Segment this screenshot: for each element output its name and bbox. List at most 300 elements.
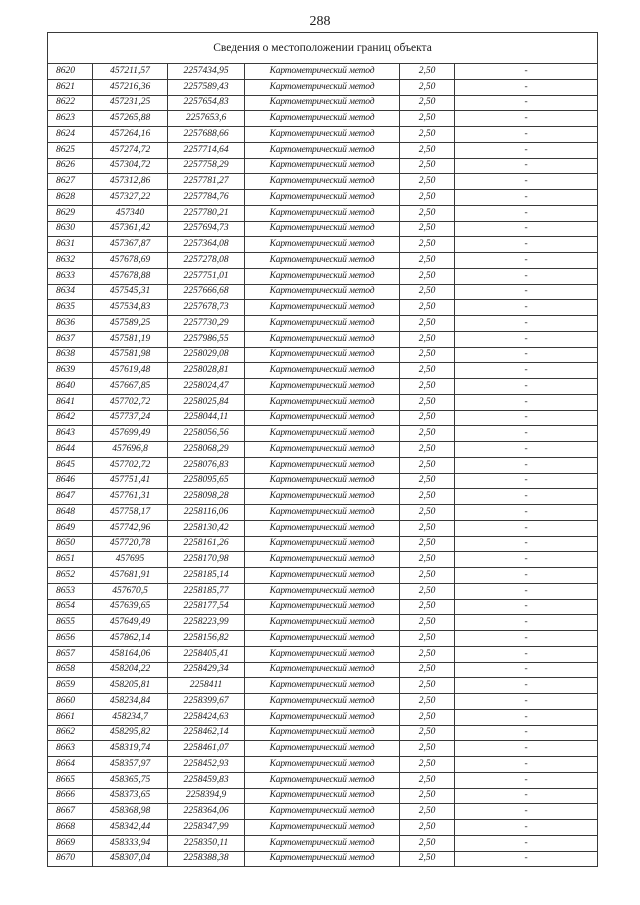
y-coordinate-cell: 2258459,83 [168, 772, 245, 788]
y-coordinate-cell: 2258223,99 [168, 615, 245, 631]
point-number-cell: 8648 [48, 505, 93, 521]
description-cell: - [455, 709, 598, 725]
description-cell: - [455, 347, 598, 363]
point-number-cell: 8660 [48, 694, 93, 710]
table-row [48, 662, 598, 678]
table-row [48, 300, 598, 316]
method-cell: Картометрический метод [245, 678, 400, 694]
description-cell: - [455, 615, 598, 631]
method-cell: Картометрический метод [245, 804, 400, 820]
method-cell: Картометрический метод [245, 568, 400, 584]
description-cell: - [455, 300, 598, 316]
table-row [48, 820, 598, 836]
point-number-cell: 8669 [48, 835, 93, 851]
y-coordinate-cell: 2258462,14 [168, 725, 245, 741]
method-cell: Картометрический метод [245, 205, 400, 221]
description-cell: - [455, 694, 598, 710]
x-coordinate-cell: 457361,42 [93, 221, 168, 237]
x-coordinate-cell: 457545,31 [93, 284, 168, 300]
accuracy-cell: 2,50 [400, 347, 455, 363]
description-cell: - [455, 158, 598, 174]
method-cell: Картометрический метод [245, 268, 400, 284]
method-cell: Картометрический метод [245, 127, 400, 143]
x-coordinate-cell: 458319,74 [93, 741, 168, 757]
point-number-cell: 8664 [48, 757, 93, 773]
x-coordinate-cell: 457702,72 [93, 457, 168, 473]
method-cell: Картометрический метод [245, 552, 400, 568]
method-cell: Картометрический метод [245, 725, 400, 741]
y-coordinate-cell: 2258029,08 [168, 347, 245, 363]
accuracy-cell: 2,50 [400, 851, 455, 867]
accuracy-cell: 2,50 [400, 237, 455, 253]
boundary-coordinates-table [47, 32, 598, 867]
accuracy-cell: 2,50 [400, 820, 455, 836]
point-number-cell: 8661 [48, 709, 93, 725]
y-coordinate-cell: 2258347,99 [168, 820, 245, 836]
description-cell: - [455, 237, 598, 253]
table-row [48, 489, 598, 505]
method-cell: Картометрический метод [245, 174, 400, 190]
method-cell: Картометрический метод [245, 111, 400, 127]
accuracy-cell: 2,50 [400, 505, 455, 521]
accuracy-cell: 2,50 [400, 678, 455, 694]
y-coordinate-cell: 2258185,14 [168, 568, 245, 584]
x-coordinate-cell: 457216,36 [93, 79, 168, 95]
y-coordinate-cell: 2258024,47 [168, 379, 245, 395]
point-number-cell: 8654 [48, 599, 93, 615]
x-coordinate-cell: 457678,88 [93, 268, 168, 284]
y-coordinate-cell: 2258388,38 [168, 851, 245, 867]
method-cell: Картометрический метод [245, 489, 400, 505]
accuracy-cell: 2,50 [400, 426, 455, 442]
method-cell: Картометрический метод [245, 457, 400, 473]
x-coordinate-cell: 457751,41 [93, 473, 168, 489]
y-coordinate-cell: 2258399,67 [168, 694, 245, 710]
point-number-cell: 8641 [48, 394, 93, 410]
x-coordinate-cell: 458164,06 [93, 646, 168, 662]
table-row [48, 552, 598, 568]
method-cell: Картометрический метод [245, 536, 400, 552]
table-row [48, 394, 598, 410]
table-row [48, 410, 598, 426]
description-cell: - [455, 253, 598, 269]
y-coordinate-cell: 2258452,93 [168, 757, 245, 773]
y-coordinate-cell: 2257751,01 [168, 268, 245, 284]
accuracy-cell: 2,50 [400, 442, 455, 458]
description-cell: - [455, 79, 598, 95]
method-cell: Картометрический метод [245, 316, 400, 332]
table-row [48, 111, 598, 127]
point-number-cell: 8631 [48, 237, 93, 253]
point-number-cell: 8647 [48, 489, 93, 505]
description-cell: - [455, 473, 598, 489]
x-coordinate-cell: 457699,49 [93, 426, 168, 442]
table-row [48, 694, 598, 710]
point-number-cell: 8634 [48, 284, 93, 300]
point-number-cell: 8656 [48, 631, 93, 647]
table-row [48, 473, 598, 489]
point-number-cell: 8624 [48, 127, 93, 143]
point-number-cell: 8659 [48, 678, 93, 694]
x-coordinate-cell: 457264,16 [93, 127, 168, 143]
method-cell: Картометрический метод [245, 631, 400, 647]
y-coordinate-cell: 2258185,77 [168, 583, 245, 599]
point-number-cell: 8652 [48, 568, 93, 584]
table-row [48, 741, 598, 757]
accuracy-cell: 2,50 [400, 158, 455, 174]
description-cell: - [455, 835, 598, 851]
y-coordinate-cell: 2258044,11 [168, 410, 245, 426]
point-number-cell: 8644 [48, 442, 93, 458]
y-coordinate-cell: 2258429,34 [168, 662, 245, 678]
accuracy-cell: 2,50 [400, 772, 455, 788]
y-coordinate-cell: 2258364,06 [168, 804, 245, 820]
y-coordinate-cell: 2258405,41 [168, 646, 245, 662]
point-number-cell: 8651 [48, 552, 93, 568]
description-cell: - [455, 190, 598, 206]
point-number-cell: 8658 [48, 662, 93, 678]
accuracy-cell: 2,50 [400, 741, 455, 757]
y-coordinate-cell: 2257780,21 [168, 205, 245, 221]
description-cell: - [455, 851, 598, 867]
table-row [48, 190, 598, 206]
method-cell: Картометрический метод [245, 221, 400, 237]
description-cell: - [455, 331, 598, 347]
page-number: 288 [309, 14, 331, 29]
point-number-cell: 8636 [48, 316, 93, 332]
accuracy-cell: 2,50 [400, 379, 455, 395]
y-coordinate-cell: 2257364,08 [168, 237, 245, 253]
table-row [48, 757, 598, 773]
accuracy-cell: 2,50 [400, 725, 455, 741]
point-number-cell: 8621 [48, 79, 93, 95]
point-number-cell: 8643 [48, 426, 93, 442]
accuracy-cell: 2,50 [400, 363, 455, 379]
x-coordinate-cell: 458357,97 [93, 757, 168, 773]
method-cell: Картометрический метод [245, 300, 400, 316]
x-coordinate-cell: 458333,94 [93, 835, 168, 851]
method-cell: Картометрический метод [245, 142, 400, 158]
method-cell: Картометрический метод [245, 741, 400, 757]
y-coordinate-cell: 2258028,81 [168, 363, 245, 379]
table-row [48, 363, 598, 379]
accuracy-cell: 2,50 [400, 142, 455, 158]
x-coordinate-cell: 457589,25 [93, 316, 168, 332]
description-cell: - [455, 174, 598, 190]
description-cell: - [455, 631, 598, 647]
table-row [48, 678, 598, 694]
table-row [48, 205, 598, 221]
description-cell: - [455, 379, 598, 395]
accuracy-cell: 2,50 [400, 457, 455, 473]
table-row [48, 284, 598, 300]
x-coordinate-cell: 457340 [93, 205, 168, 221]
accuracy-cell: 2,50 [400, 221, 455, 237]
table-row [48, 316, 598, 332]
description-cell: - [455, 268, 598, 284]
accuracy-cell: 2,50 [400, 316, 455, 332]
table-row [48, 709, 598, 725]
description-cell: - [455, 568, 598, 584]
accuracy-cell: 2,50 [400, 694, 455, 710]
method-cell: Картометрический метод [245, 505, 400, 521]
x-coordinate-cell: 457231,25 [93, 95, 168, 111]
method-cell: Картометрический метод [245, 426, 400, 442]
method-cell: Картометрический метод [245, 520, 400, 536]
method-cell: Картометрический метод [245, 410, 400, 426]
x-coordinate-cell: 458342,44 [93, 820, 168, 836]
accuracy-cell: 2,50 [400, 599, 455, 615]
accuracy-cell: 2,50 [400, 331, 455, 347]
x-coordinate-cell: 457274,72 [93, 142, 168, 158]
table-row [48, 379, 598, 395]
y-coordinate-cell: 2257781,27 [168, 174, 245, 190]
x-coordinate-cell: 457534,83 [93, 300, 168, 316]
description-cell: - [455, 394, 598, 410]
description-cell: - [455, 741, 598, 757]
method-cell: Картометрический метод [245, 190, 400, 206]
point-number-cell: 8637 [48, 331, 93, 347]
description-cell: - [455, 142, 598, 158]
method-cell: Картометрический метод [245, 709, 400, 725]
table-row [48, 599, 598, 615]
x-coordinate-cell: 458307,04 [93, 851, 168, 867]
x-coordinate-cell: 458295,82 [93, 725, 168, 741]
point-number-cell: 8639 [48, 363, 93, 379]
point-number-cell: 8666 [48, 788, 93, 804]
description-cell: - [455, 804, 598, 820]
method-cell: Картометрический метод [245, 583, 400, 599]
method-cell: Картометрический метод [245, 158, 400, 174]
description-cell: - [455, 583, 598, 599]
y-coordinate-cell: 2257730,29 [168, 316, 245, 332]
x-coordinate-cell: 457702,72 [93, 394, 168, 410]
description-cell: - [455, 662, 598, 678]
method-cell: Картометрический метод [245, 331, 400, 347]
y-coordinate-cell: 2257654,83 [168, 95, 245, 111]
method-cell: Картометрический метод [245, 473, 400, 489]
point-number-cell: 8620 [48, 64, 93, 80]
point-number-cell: 8623 [48, 111, 93, 127]
point-number-cell: 8629 [48, 205, 93, 221]
description-cell: - [455, 772, 598, 788]
x-coordinate-cell: 457667,85 [93, 379, 168, 395]
x-coordinate-cell: 457761,31 [93, 489, 168, 505]
table-row [48, 64, 598, 80]
x-coordinate-cell: 457312,86 [93, 174, 168, 190]
description-cell: - [455, 646, 598, 662]
method-cell: Картометрический метод [245, 615, 400, 631]
y-coordinate-cell: 2258170,98 [168, 552, 245, 568]
y-coordinate-cell: 2257278,08 [168, 253, 245, 269]
point-number-cell: 8625 [48, 142, 93, 158]
y-coordinate-cell: 2258068,29 [168, 442, 245, 458]
y-coordinate-cell: 2257784,76 [168, 190, 245, 206]
accuracy-cell: 2,50 [400, 615, 455, 631]
y-coordinate-cell: 2258424,63 [168, 709, 245, 725]
point-number-cell: 8645 [48, 457, 93, 473]
point-number-cell: 8668 [48, 820, 93, 836]
y-coordinate-cell: 2257653,6 [168, 111, 245, 127]
y-coordinate-cell: 2257714,64 [168, 142, 245, 158]
point-number-cell: 8663 [48, 741, 93, 757]
table-row [48, 772, 598, 788]
table-row [48, 268, 598, 284]
description-cell: - [455, 442, 598, 458]
table-row [48, 520, 598, 536]
point-number-cell: 8655 [48, 615, 93, 631]
point-number-cell: 8640 [48, 379, 93, 395]
accuracy-cell: 2,50 [400, 127, 455, 143]
accuracy-cell: 2,50 [400, 804, 455, 820]
table-row [48, 253, 598, 269]
x-coordinate-cell: 457619,48 [93, 363, 168, 379]
description-cell: - [455, 520, 598, 536]
table-row [48, 158, 598, 174]
accuracy-cell: 2,50 [400, 552, 455, 568]
method-cell: Картометрический метод [245, 788, 400, 804]
table-body [48, 64, 598, 867]
y-coordinate-cell: 2257758,29 [168, 158, 245, 174]
accuracy-cell: 2,50 [400, 631, 455, 647]
accuracy-cell: 2,50 [400, 520, 455, 536]
accuracy-cell: 2,50 [400, 536, 455, 552]
table-row [48, 835, 598, 851]
x-coordinate-cell: 458365,75 [93, 772, 168, 788]
table-row [48, 788, 598, 804]
method-cell: Картометрический метод [245, 253, 400, 269]
accuracy-cell: 2,50 [400, 757, 455, 773]
accuracy-cell: 2,50 [400, 709, 455, 725]
description-cell: - [455, 64, 598, 80]
description-cell: - [455, 678, 598, 694]
x-coordinate-cell: 458373,65 [93, 788, 168, 804]
x-coordinate-cell: 457862,14 [93, 631, 168, 647]
method-cell: Картометрический метод [245, 599, 400, 615]
description-cell: - [455, 95, 598, 111]
table-row [48, 174, 598, 190]
table-title-row [48, 33, 598, 64]
point-number-cell: 8657 [48, 646, 93, 662]
method-cell: Картометрический метод [245, 646, 400, 662]
point-number-cell: 8630 [48, 221, 93, 237]
point-number-cell: 8667 [48, 804, 93, 820]
table-row [48, 426, 598, 442]
method-cell: Картометрический метод [245, 772, 400, 788]
accuracy-cell: 2,50 [400, 662, 455, 678]
description-cell: - [455, 205, 598, 221]
y-coordinate-cell: 2258156,82 [168, 631, 245, 647]
point-number-cell: 8632 [48, 253, 93, 269]
x-coordinate-cell: 457265,88 [93, 111, 168, 127]
method-cell: Картометрический метод [245, 662, 400, 678]
method-cell: Картометрический метод [245, 757, 400, 773]
description-cell: - [455, 111, 598, 127]
accuracy-cell: 2,50 [400, 568, 455, 584]
description-cell: - [455, 410, 598, 426]
method-cell: Картометрический метод [245, 347, 400, 363]
x-coordinate-cell: 457696,8 [93, 442, 168, 458]
accuracy-cell: 2,50 [400, 410, 455, 426]
table-title: Сведения о местоположении границ объекта [48, 33, 598, 64]
table-row [48, 95, 598, 111]
accuracy-cell: 2,50 [400, 473, 455, 489]
accuracy-cell: 2,50 [400, 300, 455, 316]
method-cell: Картометрический метод [245, 820, 400, 836]
method-cell: Картометрический метод [245, 237, 400, 253]
table-row [48, 646, 598, 662]
table-row [48, 615, 598, 631]
accuracy-cell: 2,50 [400, 268, 455, 284]
x-coordinate-cell: 458204,22 [93, 662, 168, 678]
y-coordinate-cell: 2258025,84 [168, 394, 245, 410]
point-number-cell: 8642 [48, 410, 93, 426]
y-coordinate-cell: 2257678,73 [168, 300, 245, 316]
x-coordinate-cell: 457742,96 [93, 520, 168, 536]
x-coordinate-cell: 457649,49 [93, 615, 168, 631]
table-row [48, 631, 598, 647]
table-row [48, 568, 598, 584]
point-number-cell: 8665 [48, 772, 93, 788]
method-cell: Картометрический метод [245, 79, 400, 95]
point-number-cell: 8627 [48, 174, 93, 190]
point-number-cell: 8622 [48, 95, 93, 111]
description-cell: - [455, 221, 598, 237]
accuracy-cell: 2,50 [400, 64, 455, 80]
y-coordinate-cell: 2257589,43 [168, 79, 245, 95]
point-number-cell: 8650 [48, 536, 93, 552]
table-row [48, 237, 598, 253]
point-number-cell: 8626 [48, 158, 93, 174]
y-coordinate-cell: 2257666,68 [168, 284, 245, 300]
method-cell: Картометрический метод [245, 284, 400, 300]
y-coordinate-cell: 2258098,28 [168, 489, 245, 505]
accuracy-cell: 2,50 [400, 190, 455, 206]
x-coordinate-cell: 457737,24 [93, 410, 168, 426]
description-cell: - [455, 426, 598, 442]
accuracy-cell: 2,50 [400, 394, 455, 410]
description-cell: - [455, 363, 598, 379]
table-row [48, 505, 598, 521]
y-coordinate-cell: 2258076,83 [168, 457, 245, 473]
method-cell: Картометрический метод [245, 394, 400, 410]
x-coordinate-cell: 457678,69 [93, 253, 168, 269]
y-coordinate-cell: 2258177,54 [168, 599, 245, 615]
x-coordinate-cell: 458234,84 [93, 694, 168, 710]
method-cell: Картометрический метод [245, 442, 400, 458]
accuracy-cell: 2,50 [400, 284, 455, 300]
description-cell: - [455, 599, 598, 615]
point-number-cell: 8649 [48, 520, 93, 536]
x-coordinate-cell: 457758,17 [93, 505, 168, 521]
method-cell: Картометрический метод [245, 64, 400, 80]
table-row [48, 536, 598, 552]
description-cell: - [455, 316, 598, 332]
description-cell: - [455, 127, 598, 143]
x-coordinate-cell: 457670,5 [93, 583, 168, 599]
description-cell: - [455, 284, 598, 300]
table-row [48, 142, 598, 158]
method-cell: Картометрический метод [245, 363, 400, 379]
table-row [48, 331, 598, 347]
description-cell: - [455, 489, 598, 505]
table-row [48, 221, 598, 237]
method-cell: Картометрический метод [245, 379, 400, 395]
table-row [48, 79, 598, 95]
description-cell: - [455, 725, 598, 741]
x-coordinate-cell: 457211,57 [93, 64, 168, 80]
point-number-cell: 8628 [48, 190, 93, 206]
